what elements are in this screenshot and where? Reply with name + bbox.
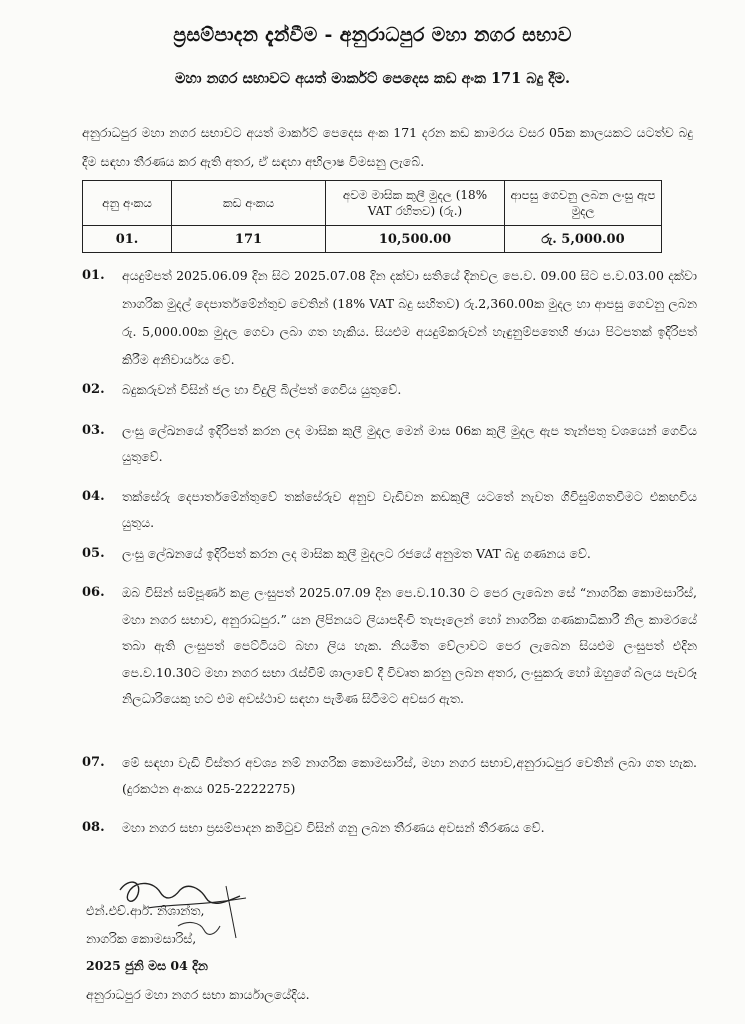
condition-item: [82, 580, 697, 713]
condition-number: 01.: [82, 268, 105, 283]
condition-text: ලංසු ලේඛනයේ ඉදිරිපත් කරන ලද මාසික කුලී මුදල මෙන් මාස 06ක කුලී මුදල ඇප තැන්පතු වශයෙන් ගෙවිය යුතුවේ.: [122, 423, 697, 464]
condition-text: තක්සේරු දෙපාර්තමේන්තුවේ තක්සේරුව අනුව වැඩිවන කඩකුලී යටතේ නැවත ගිවිසුම්ගතවීමට එකඟවිය යුතුය.: [122, 489, 697, 530]
condition-text: අයදුම්පත් 2025.06.09 දින සිට 2025.07.08 දින දක්වා සතියේ දිනවල පෙ.ව. 09.00 සිට ප.ව.03.00 දක්වා නාගරික මුදල් දෙපාර්තමේන්තුව වෙතින් (18% VAT බදු සහිතව) රු.2,360.00ක මුදල හා ආපසු ගෙවනු ලබන රු. 5,000.00ක මුදල ගෙවා ලබා ගත හැකිය. සියළුම අයදුම්කරුවන් හැඳුනුම්පතෙහි ඡායා පිටපතක් ඉදිරිපත් කිරීම අනිවාර්යය වේ.: [122, 268, 697, 367]
condition-text: ලංසු ලේඛනයේ ඉදිරිපත් කරන ලද මාසික කුලී මුදලට රජයේ අනුමත VAT බදු ගණනය වේ.: [122, 546, 591, 561]
notice-subtitle: මහා නගර සභාවට අයත් මාර්කට් පෙදෙස කඩ අංක 171 බදු දීම.: [174, 70, 571, 87]
cell-min-monthly-rent: 10,500.00: [326, 226, 505, 253]
condition-number: 06.: [82, 585, 105, 600]
condition-item: [82, 816, 697, 840]
condition-text: මහා නගර සභා ප්‍රසම්පාදන කමිටුව විසින් ගනු ලබන තීරණය අවසන් තීරණය වේ.: [122, 820, 545, 835]
condition-text: මේ සඳහා වැඩි විස්තර අවශ්‍ය නම් නාගරික කොමසාරිස්, මහා නගර සභාව,අනුරාධපුර වෙතින් ලබා ගත හැක. (දුරකථන අංකය 025-2222275): [122, 755, 697, 796]
condition-text: බදුකරුවන් විසින් ජල හා විදුලි බිල්පත් ගෙවිය යුතුවේ.: [122, 382, 402, 397]
condition-number: 03.: [82, 423, 105, 438]
condition-number: 05.: [82, 546, 105, 561]
condition-item: [82, 378, 697, 402]
intro-paragraph: අනුරාධපුර මහා නගර සභාවට අයත් මාර්කට් පෙදෙස අංක 171 දරන කඩ කාමරය වසර 05ක කාලයකට යටත්ව බදු දීම සඳහා තීරණය කර ඇති අතර, ඒ සඳහා අභිලාෂ විමසනු ලැබේ.: [82, 125, 693, 169]
signature-date: 2025 ජුනි මස 04 දින: [86, 958, 208, 973]
notice-title: ප්‍රසම්පාදන දැන්වීම - අනුරාධපුර මහා නගර සභාව: [173, 24, 572, 46]
header-shop-no: කඩ අංකය: [172, 181, 326, 226]
header-refundable-bid-deposit: ආපසු ගෙවනු ලබන ලංසු ඇප මුදල: [505, 181, 662, 226]
office-name: අනුරාධපුර මහා නගර සභා කාර්යාලයේදිය.: [86, 987, 310, 1002]
condition-item: [82, 418, 697, 470]
table-row: [83, 226, 662, 253]
signatory-title: නාගරික කොමසාරිස්,: [86, 931, 197, 946]
condition-number: 02.: [82, 382, 105, 397]
condition-text: ඔබ විසින් සම්පූර්ණ කළ ලංසුපත් 2025.07.09 දින පෙ.ව.10.30 ට පෙර ලැබෙන සේ “නාගරික කොමසාරිස්, මහා නගර සභාව, අනුරාධපුර.” යන ලිපිනයට ලියාපදිංචි තැපෑලෙන් හෝ නාගරික ගණකාධිකාරී නිල කාමරයේ තබා ඇති ලංසුපත් පෙට්ටියට බහා ලිය හැක. නියමිත වේලාවට පෙර ලැබෙන සියළුම ලංසුපත් එදින පෙ.ව.10.30ට මහා නගර සභා රැස්වීම් ශාලාවේ දී විවෘත කරනු ලබන අතර, ලංසුකරු හෝ ඔහුගේ බලය පැවරූ නිලධාරියෙකු හට එම අවස්ථාව සඳහා පැමිණ සිටීමට අවසර ඇත.: [122, 585, 697, 706]
condition-number: 07.: [82, 755, 105, 770]
table-header-row: [83, 181, 662, 226]
condition-item: [82, 750, 697, 802]
condition-item: [82, 484, 697, 536]
condition-item: [82, 262, 697, 374]
header-serial-no: අනු අංකය: [83, 181, 172, 226]
signatory-name: එන්.එච්.ආර්. නිශාන්ත,: [86, 903, 205, 918]
condition-number: 04.: [82, 489, 105, 504]
cell-shop-no: 171: [172, 226, 326, 253]
condition-item: [82, 542, 697, 566]
condition-number: 08.: [82, 820, 105, 835]
cell-bid-deposit: රු. 5,000.00: [505, 226, 662, 253]
cell-serial-no: 01.: [83, 226, 172, 253]
header-min-monthly-rent: අවම මාසික කුලී මුදල (18% VAT රහිතව) (රු.): [326, 181, 505, 226]
lease-details-table: [82, 180, 662, 253]
